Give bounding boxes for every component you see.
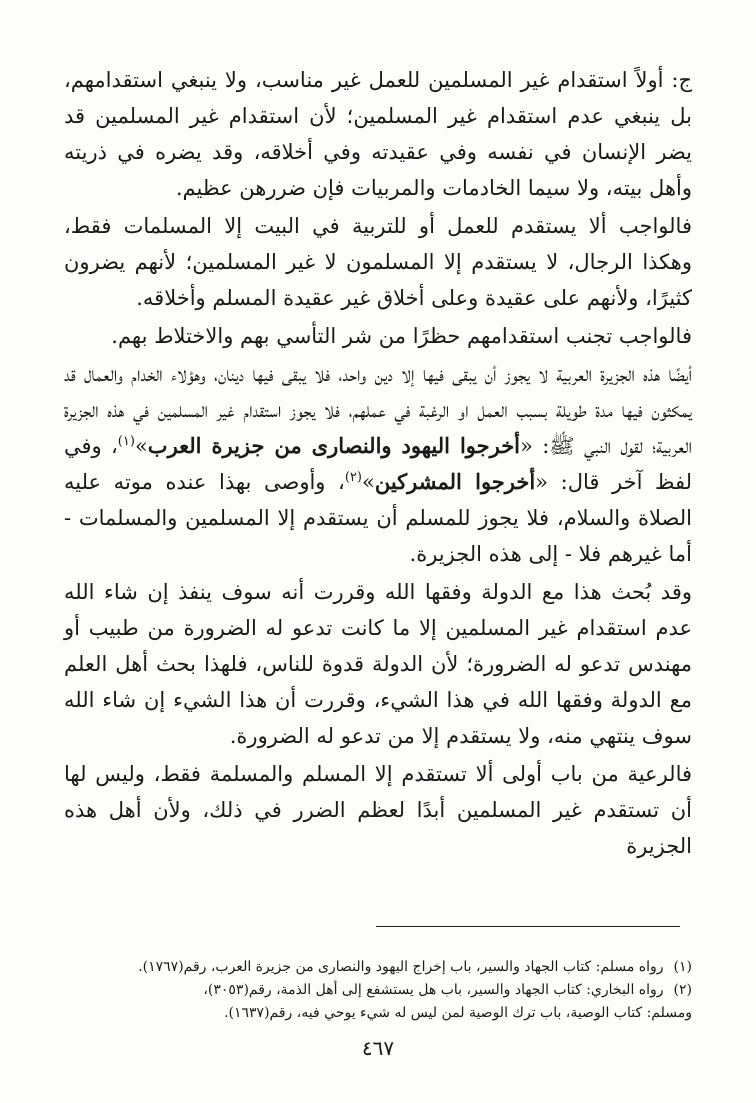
- footnote-ref-1[interactable]: (١): [117, 434, 135, 449]
- paragraph-5: وقد بُحث هذا مع الدولة وفقها الله وقررت أنه سوف ينفذ إن شاء الله عدم استقدام غير المسلمين إلا ما كانت تدعو له الضرورة من طبيب أو مهندس تدعو له الضرورة؛ لأن الدولة قدوة للناس، فلهذا بحث أهل العلم مع الدولة وفقها الله في هذا الشيء، وقررت أن هذا الشيء إن شاء الله سوف ينتهي منه، ولا يستقدم إلا من تدعو له الضرورة.: [64, 580, 692, 748]
- hadith-quote-2: أخرجوا المشركين: [374, 469, 536, 494]
- footnote-text: رواه البخاري: كتاب الجهاد والسير، باب هل يستشفع إلى أهل الذمة، رقم(٣٠٥٣)،: [203, 982, 664, 998]
- footnote-number: (١): [673, 959, 692, 975]
- footnote-2-continuation: ومسلم: كتاب الوصية، باب ترك الوصية لمن ليس له شيء يوحي فيه، رقم(١٦٣٧).: [224, 1005, 692, 1021]
- footnote-number: (٢): [673, 982, 692, 998]
- paragraph-4-text-a: أيضًا هذه الجزيرة العربية لا يجوز أن يبقى فيها إلا دين واحد، فلا يبقى فيها دينان، وهؤلاء الخدام والعمال قد يمكثون فيها مدة طويلة بسبب العمل او الرغبة في عملهم، فلا يجوز استقدام غير المسلمين في هذه الجزيرة العربية؛ لقول النبي ﷺ: «: [64, 362, 692, 458]
- main-text: [64, 62, 692, 864]
- paragraph-1: ج: أولاً استقدام غير المسلمين للعمل غير مناسب، ولا ينبغي استقدامهم، بل ينبغي عدم استقدام غير المسلمين؛ لأن استقدام غير المسلمين قد يضر الإنسان في نفسه وفي عقيدته وفي أخلاقه، وقد يضره في ذريته وأهل بيته، ولا سيما الخادمات والمربيات فإن ضررهن عظيم.: [64, 68, 692, 200]
- footnote-1: [64, 956, 692, 979]
- paragraph-4-text-c: ، وفي لفظ آخر قال: «: [64, 434, 692, 494]
- page-number: ٤٦٧: [361, 1036, 395, 1060]
- paragraph-3: فالواجب تجنب استقدامهم حظرًا من شر التأسي بهم والاختلاط بهم.: [111, 324, 692, 348]
- paragraph-4-text-b: »: [134, 434, 148, 458]
- footnotes: [64, 956, 692, 1025]
- footnote-ref-2[interactable]: (٢): [344, 470, 362, 485]
- paragraph-4-text-e: ، وأوصى بهذا عنده موته عليه الصلاة والسلام، فلا يجوز للمسلم أن يستقدم إلا المسلمين والمسلمات - أما غيرهم فلا - إلى هذه الجزيرة.: [64, 470, 692, 566]
- paragraph-4-text-d: »: [361, 470, 375, 494]
- footnote-text: رواه مسلم: كتاب الجهاد والسير، باب إخراج اليهود والنصارى من جزيرة العرب، رقم(١٧٦٧).: [138, 959, 664, 975]
- footnote-2: [64, 979, 692, 1002]
- hadith-quote-1: أخرجوا اليهود والنصارى من جزيرة العرب: [147, 433, 521, 458]
- footnote-separator: [376, 926, 680, 927]
- paragraph-2: فالواجب ألا يستقدم للعمل أو للتربية في البيت إلا المسلمات فقط، وهكذا الرجال، لا يستقدم إلا المسلمون لا غير المسلمين؛ لأنهم يضرون كثيرًا، ولأنهم على عقيدة وعلى أخلاق غير عقيدة المسلم وأخلاقه.: [64, 214, 692, 310]
- paragraph-4: [64, 356, 692, 572]
- paragraph-6: فالرعية من باب أولى ألا تستقدم إلا المسلم والمسلمة فقط، وليس لها أن تستقدم غير المسلمين أبدًا لعظم الضرر في ذلك، ولأن أهل هذه الجزيرة: [64, 762, 692, 858]
